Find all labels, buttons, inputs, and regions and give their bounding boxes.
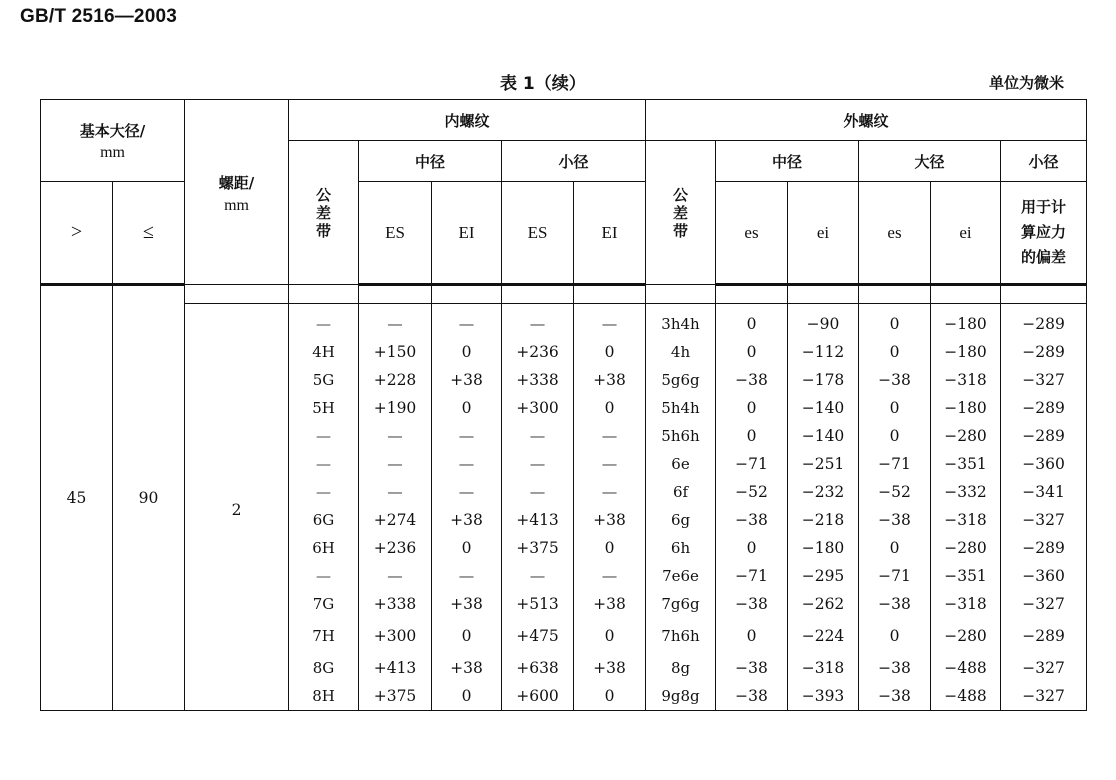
cell-mn-ES: +300: [502, 394, 574, 422]
cell-mn-ES: +513: [502, 590, 574, 618]
cell-internal-tol-zone: —: [289, 478, 359, 506]
header-basic-major-dia-unit: mm: [100, 144, 125, 161]
header-external-tol-zone: [646, 141, 716, 285]
range-rule-cell: [289, 285, 359, 304]
cell-mn-EI: —: [574, 422, 646, 450]
cell-mn-ES: —: [502, 562, 574, 590]
cell-mj-ei: −318: [931, 590, 1001, 618]
cell-pd-ei: −295: [788, 562, 859, 590]
cell-mj-ei: −280: [931, 534, 1001, 562]
range-rule-cell: [859, 285, 931, 304]
cell-pd-EI: —: [432, 478, 502, 506]
cell-pd-ei: −178: [788, 366, 859, 394]
range-rule-cell: [931, 285, 1001, 304]
cell-pd-ES: +375: [359, 682, 432, 711]
cell-pd-ES: +228: [359, 366, 432, 394]
cell-calc-dev: −327: [1001, 366, 1087, 394]
cell-mj-es: 0: [859, 338, 931, 366]
cell-mj-es: −71: [859, 562, 931, 590]
cell-internal-tol-zone: —: [289, 310, 359, 338]
cell-pd-es: −71: [716, 562, 788, 590]
range-over: 45: [41, 285, 113, 711]
range-rule-cell: [185, 285, 289, 304]
cell-external-tol-zone: 6f: [646, 478, 716, 506]
cell-calc-dev: −360: [1001, 450, 1087, 478]
cell-pd-es: 0: [716, 618, 788, 654]
cell-pd-ei: −393: [788, 682, 859, 711]
cell-mj-ei: −332: [931, 478, 1001, 506]
cell-pd-EI: +38: [432, 654, 502, 682]
cell-pd-EI: 0: [432, 682, 502, 711]
cell-pd-ES: +413: [359, 654, 432, 682]
cell-mn-ES: +600: [502, 682, 574, 711]
cell-mj-es: −52: [859, 478, 931, 506]
cell-mn-EI: —: [574, 450, 646, 478]
cell-mj-es: 0: [859, 534, 931, 562]
cell-mj-es: −38: [859, 590, 931, 618]
cell-pd-EI: —: [432, 450, 502, 478]
cell-mn-ES: —: [502, 478, 574, 506]
header-calc-dev-line1: 用于计: [1021, 198, 1067, 216]
cell-external-tol-zone: 5g6g: [646, 366, 716, 394]
cell-mn-EI: +38: [574, 590, 646, 618]
cell-internal-tol-zone: 7H: [289, 618, 359, 654]
cell-external-tol-zone: 6g: [646, 506, 716, 534]
cell-mn-ES: +475: [502, 618, 574, 654]
cell-mj-ei: −180: [931, 394, 1001, 422]
cell-pd-es: −38: [716, 506, 788, 534]
cell-mn-EI: —: [574, 478, 646, 506]
header-calc-dev-line3: 的偏差: [1021, 248, 1067, 266]
header-basic-major-dia-label: 基本大径/: [79, 122, 146, 140]
header-calc-dev: [1001, 182, 1087, 285]
range-rule-cell: [359, 285, 432, 304]
cell-internal-tol-zone: 5H: [289, 394, 359, 422]
cell-internal-tol-zone: —: [289, 562, 359, 590]
header-pd-ei: ei: [788, 182, 859, 285]
cell-calc-dev: −327: [1001, 682, 1087, 711]
cell-mn-ES: +375: [502, 534, 574, 562]
cell-pd-es: −52: [716, 478, 788, 506]
cell-pd-ei: −140: [788, 422, 859, 450]
cell-pd-EI: +38: [432, 590, 502, 618]
cell-pd-ei: −251: [788, 450, 859, 478]
cell-pd-es: 0: [716, 338, 788, 366]
cell-pd-ES: —: [359, 310, 432, 338]
cell-mn-ES: +638: [502, 654, 574, 682]
range-rule-cell: [502, 285, 574, 304]
cell-pd-ei: −140: [788, 394, 859, 422]
cell-external-tol-zone: 9g8g: [646, 682, 716, 711]
cell-mj-es: −38: [859, 654, 931, 682]
cell-pd-EI: —: [432, 310, 502, 338]
header-internal-tol-zone-text: 公差带: [316, 185, 332, 240]
cell-pd-ES: +190: [359, 394, 432, 422]
range-rule-cell: [574, 285, 646, 304]
header-external-tol-zone-text: 公差带: [673, 185, 689, 240]
cell-pd-EI: 0: [432, 394, 502, 422]
cell-mj-es: −38: [859, 366, 931, 394]
cell-mj-ei: −488: [931, 682, 1001, 711]
cell-mn-EI: 0: [574, 682, 646, 711]
cell-mn-EI: 0: [574, 338, 646, 366]
cell-mj-ei: −280: [931, 422, 1001, 450]
range-rule-cell: [432, 285, 502, 304]
range-row: [41, 285, 1087, 304]
header-internal-tol-zone: [289, 141, 359, 285]
cell-pd-ES: —: [359, 478, 432, 506]
cell-mj-es: 0: [859, 618, 931, 654]
cell-pd-ei: −112: [788, 338, 859, 366]
header-external-minor-dia: 小径: [1001, 141, 1087, 182]
cell-pd-es: 0: [716, 422, 788, 450]
cell-pd-ES: —: [359, 422, 432, 450]
table-body: [41, 285, 1087, 711]
header-external-pitch-dia: 中径: [716, 141, 859, 182]
cell-external-tol-zone: 4h: [646, 338, 716, 366]
cell-pd-es: −38: [716, 590, 788, 618]
header-internal-minor-dia: 小径: [502, 141, 646, 182]
cell-mn-ES: +236: [502, 338, 574, 366]
cell-pd-ei: −262: [788, 590, 859, 618]
cell-pd-es: 0: [716, 310, 788, 338]
header-internal-pitch-dia: 中径: [359, 141, 502, 182]
cell-calc-dev: −289: [1001, 310, 1087, 338]
cell-pd-ES: —: [359, 562, 432, 590]
cell-internal-tol-zone: 8G: [289, 654, 359, 682]
cell-internal-tol-zone: 8H: [289, 682, 359, 711]
cell-external-tol-zone: 8g: [646, 654, 716, 682]
cell-calc-dev: −327: [1001, 654, 1087, 682]
cell-mj-es: 0: [859, 310, 931, 338]
header-internal-thread: 内螺纹: [289, 100, 646, 141]
cell-mn-ES: —: [502, 450, 574, 478]
cell-pd-es: −38: [716, 682, 788, 711]
header-up-to: ≤: [113, 182, 185, 285]
cell-internal-tol-zone: 6G: [289, 506, 359, 534]
cell-calc-dev: −327: [1001, 590, 1087, 618]
cell-internal-tol-zone: —: [289, 422, 359, 450]
cell-pd-ei: −318: [788, 654, 859, 682]
cell-calc-dev: −289: [1001, 422, 1087, 450]
cell-calc-dev: −360: [1001, 562, 1087, 590]
cell-pd-ES: +236: [359, 534, 432, 562]
cell-internal-tol-zone: 5G: [289, 366, 359, 394]
cell-external-tol-zone: 6h: [646, 534, 716, 562]
cell-external-tol-zone: 7h6h: [646, 618, 716, 654]
cell-mj-ei: −488: [931, 654, 1001, 682]
header-mj-ei: ei: [931, 182, 1001, 285]
header-pitch-label: 螺距/: [218, 174, 255, 192]
header-pitch: [185, 100, 289, 285]
cell-external-tol-zone: 5h6h: [646, 422, 716, 450]
cell-mj-ei: −318: [931, 366, 1001, 394]
header-mn-ES: ES: [502, 182, 574, 285]
cell-pd-ei: −218: [788, 506, 859, 534]
cell-pd-es: −38: [716, 654, 788, 682]
cell-pd-EI: +38: [432, 506, 502, 534]
cell-mj-es: −38: [859, 682, 931, 711]
cell-mn-EI: 0: [574, 618, 646, 654]
cell-mn-ES: —: [502, 422, 574, 450]
pitch-value: 2: [185, 310, 289, 711]
cell-pd-es: −38: [716, 366, 788, 394]
header-mn-EI: EI: [574, 182, 646, 285]
cell-mj-ei: −180: [931, 338, 1001, 366]
cell-pd-es: 0: [716, 394, 788, 422]
cell-pd-ES: +338: [359, 590, 432, 618]
header-calc-dev-line2: 算应力: [1021, 223, 1067, 241]
cell-mn-EI: —: [574, 310, 646, 338]
cell-mj-ei: −280: [931, 618, 1001, 654]
header-mj-es: es: [859, 182, 931, 285]
cell-mn-ES: +413: [502, 506, 574, 534]
cell-pd-ei: −90: [788, 310, 859, 338]
unit-note: 单位为微米: [988, 74, 1064, 92]
cell-calc-dev: −327: [1001, 506, 1087, 534]
cell-external-tol-zone: 7g6g: [646, 590, 716, 618]
table-row: [41, 310, 1087, 338]
header-external-major-dia: 大径: [859, 141, 1001, 182]
cell-calc-dev: −289: [1001, 394, 1087, 422]
cell-calc-dev: −341: [1001, 478, 1087, 506]
cell-pd-EI: 0: [432, 338, 502, 366]
cell-internal-tol-zone: 6H: [289, 534, 359, 562]
cell-mn-EI: —: [574, 562, 646, 590]
cell-mj-es: 0: [859, 422, 931, 450]
cell-mj-ei: −180: [931, 310, 1001, 338]
cell-pd-es: −71: [716, 450, 788, 478]
cell-pd-ei: −224: [788, 618, 859, 654]
cell-pd-ES: +150: [359, 338, 432, 366]
header-pd-EI: EI: [432, 182, 502, 285]
cell-mn-EI: 0: [574, 534, 646, 562]
cell-mj-ei: −351: [931, 450, 1001, 478]
header-external-thread: 外螺纹: [646, 100, 1087, 141]
header-pitch-unit: mm: [224, 197, 249, 214]
cell-mn-ES: +338: [502, 366, 574, 394]
cell-mj-es: −38: [859, 506, 931, 534]
range-rule-cell: [1001, 285, 1087, 304]
cell-external-tol-zone: 6e: [646, 450, 716, 478]
cell-calc-dev: −289: [1001, 618, 1087, 654]
cell-calc-dev: −289: [1001, 534, 1087, 562]
cell-mn-EI: +38: [574, 366, 646, 394]
table-header: [41, 100, 1087, 285]
standard-number: GB/T 2516—2003: [20, 6, 177, 27]
cell-external-tol-zone: 5h4h: [646, 394, 716, 422]
cell-pd-ei: −232: [788, 478, 859, 506]
cell-pd-EI: —: [432, 422, 502, 450]
cell-pd-EI: 0: [432, 534, 502, 562]
range-rule-cell: [646, 285, 716, 304]
tolerance-table: [40, 99, 1087, 711]
cell-mj-es: 0: [859, 394, 931, 422]
cell-pd-ES: +300: [359, 618, 432, 654]
cell-mj-es: −71: [859, 450, 931, 478]
cell-pd-EI: —: [432, 562, 502, 590]
header-pd-es: es: [716, 182, 788, 285]
cell-pd-ei: −180: [788, 534, 859, 562]
range-up-to: 90: [113, 285, 185, 711]
cell-external-tol-zone: 3h4h: [646, 310, 716, 338]
header-pd-ES: ES: [359, 182, 432, 285]
cell-mn-EI: 0: [574, 394, 646, 422]
header-basic-major-dia: [41, 100, 185, 182]
cell-pd-ES: —: [359, 450, 432, 478]
range-rule-cell: [716, 285, 788, 304]
cell-internal-tol-zone: 4H: [289, 338, 359, 366]
cell-pd-ES: +274: [359, 506, 432, 534]
table-caption: 表 1（续）: [500, 74, 586, 94]
cell-mj-ei: −318: [931, 506, 1001, 534]
cell-internal-tol-zone: —: [289, 450, 359, 478]
cell-mn-EI: +38: [574, 506, 646, 534]
header-over: >: [41, 182, 113, 285]
cell-mj-ei: −351: [931, 562, 1001, 590]
cell-mn-ES: —: [502, 310, 574, 338]
cell-pd-EI: 0: [432, 618, 502, 654]
cell-calc-dev: −289: [1001, 338, 1087, 366]
range-rule-cell: [788, 285, 859, 304]
cell-pd-es: 0: [716, 534, 788, 562]
cell-internal-tol-zone: 7G: [289, 590, 359, 618]
cell-pd-EI: +38: [432, 366, 502, 394]
cell-external-tol-zone: 7e6e: [646, 562, 716, 590]
cell-mn-EI: +38: [574, 654, 646, 682]
